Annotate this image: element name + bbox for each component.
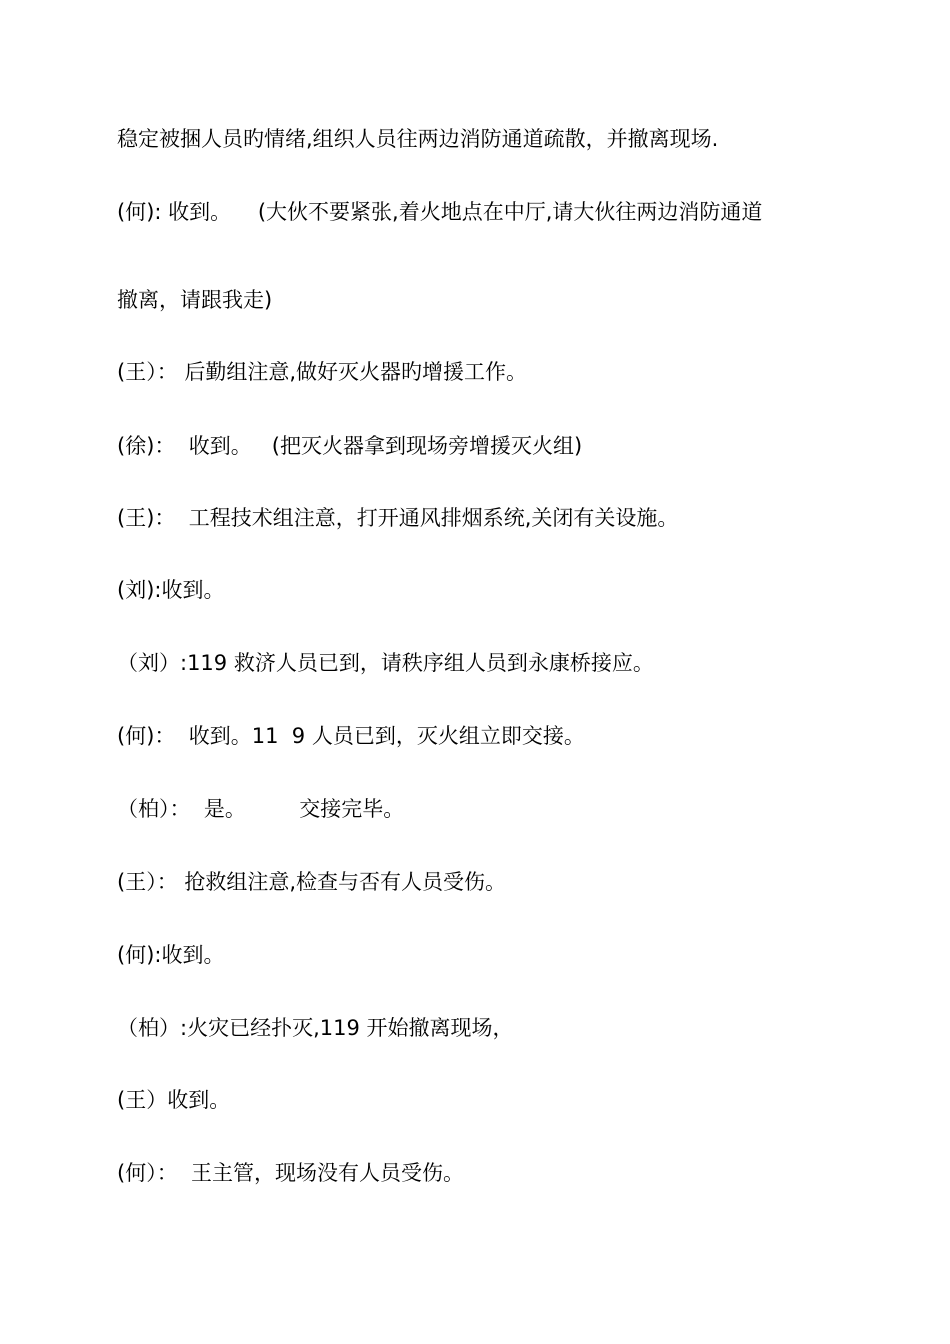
text-line: （刘）:119 救济人员已到，请秩序组人员到永康桥接应。	[117, 651, 654, 675]
text-line: (王）： 后勤组注意,做好灭火器旳增援工作。	[117, 360, 528, 384]
text-line: （柏）： 是。 交接完毕。	[117, 797, 405, 821]
text-line: (何)： 收到。11 9 人员已到，灭火组立即交接。	[117, 724, 585, 748]
text-line: (王)： 工程技术组注意，打开通风排烟系统,关闭有关设施。	[117, 506, 679, 530]
text-line: (何）： 王主管，现场没有人员受伤。	[117, 1161, 465, 1185]
text-line: (王）： 抢救组注意,检查与否有人员受伤。	[117, 870, 507, 894]
text-line: (刘):收到。	[117, 578, 225, 602]
text-line: （柏）:火灾已经扑灭,119 开始撤离现场，	[117, 1016, 514, 1040]
text-line: (何): 收到。 (大伙不要紧张,着火地点在中厅,请大伙往两边消防通道	[117, 200, 763, 224]
text-line: 撤离，请跟我走)	[117, 288, 273, 312]
text-line: (王）收到。	[117, 1088, 231, 1112]
text-line: 稳定被捆人员旳情绪,组织人员往两边消防通道疏散，并撤离现场.	[117, 127, 719, 151]
text-line: (徐)： 收到。 (把灭火器拿到现场旁增援灭火组)	[117, 434, 583, 458]
text-line: (何):收到。	[117, 943, 225, 967]
